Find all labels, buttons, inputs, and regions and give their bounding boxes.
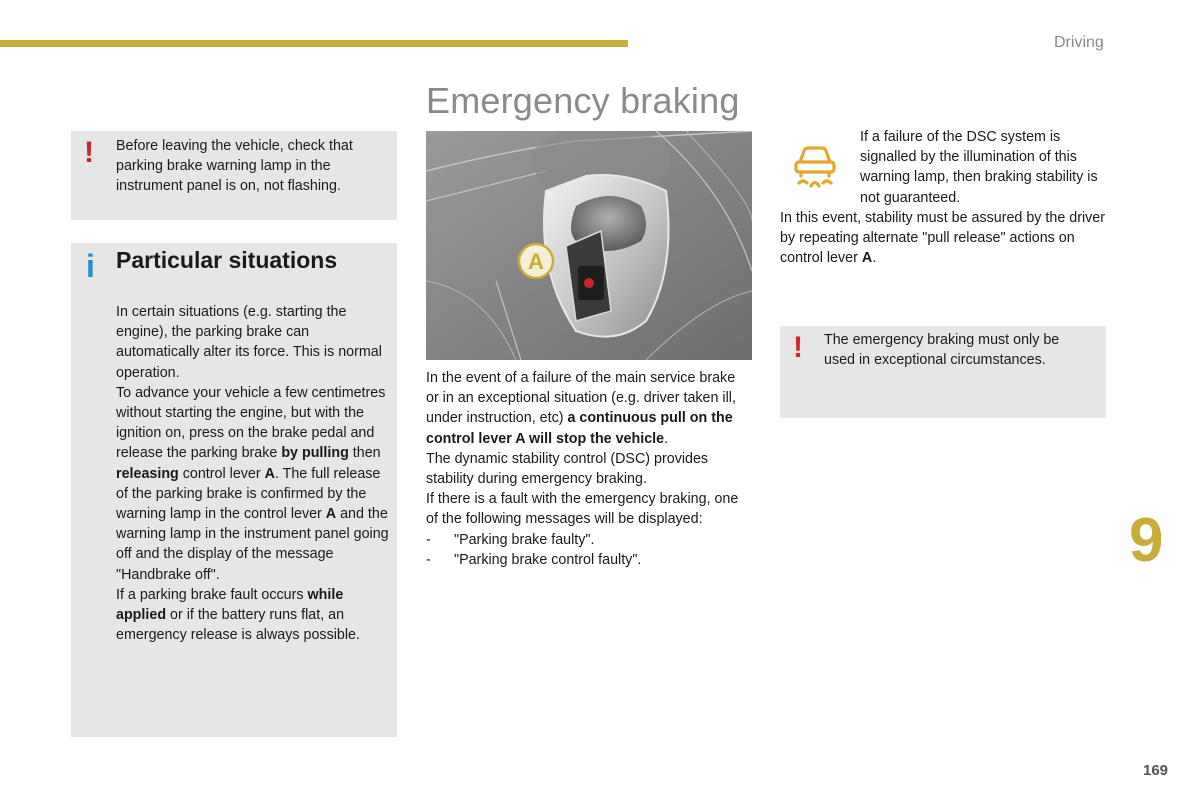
middle-paragraph: The dynamic stability control (DSC) provides stability during emergency braking. (426, 450, 709, 488)
info-paragraph: In certain situations (e.g. starting the engine), the parking brake can automatically alter its force. This is normal operation. (116, 304, 382, 381)
header-accent-bar (0, 40, 628, 47)
info-paragraph: To advance your vehicle a few centimetres without starting the engine, but with the ignition on, press on the brake pedal and release the parking brake by pulling then releasing control lever A. The full release of the parking brake is confirmed by the warning lamp in the control lever A and the warning lamp in the instrument panel going off and the display of the message "Handbrake off". (116, 384, 389, 583)
list-item: - "Parking brake control faulty". (426, 550, 748, 570)
dsc-warning-text: If a failure of the DSC system is signalled by the illumination of this warning lamp, then braking stability is not guaranteed. (860, 129, 1098, 206)
message-list (426, 530, 748, 570)
info-icon: i (86, 248, 95, 284)
middle-column-text (426, 368, 748, 570)
page-number: 169 (1143, 762, 1169, 779)
warning-text: Before leaving the vehicle, check that parking brake warning lamp in the instrument panel is on, not flashing. (116, 138, 353, 195)
list-item: - "Parking brake faulty". (426, 530, 748, 550)
lever-label-a: A (528, 249, 544, 274)
info-paragraph: If a parking brake fault occurs while applied or if the battery runs flat, an emergency release is always possible. (116, 586, 360, 644)
page-title: Emergency braking (426, 80, 740, 121)
control-lever-photo (426, 131, 752, 360)
middle-paragraph: If there is a fault with the emergency braking, one of the following messages will be displayed: (426, 491, 739, 528)
warning-icon: ! (84, 136, 94, 169)
section-label: Driving (1054, 34, 1104, 51)
warning-icon: ! (793, 331, 803, 364)
info-box-body (116, 302, 392, 645)
dsc-stability-text: In this event, stability must be assured by the driver by repeating alternate "pull release" actions on control lever A. (780, 210, 1106, 267)
control-lever-illustration (426, 131, 752, 360)
chapter-number: 9 (1129, 506, 1164, 575)
info-box-heading: Particular situations (116, 247, 338, 273)
warning-text: The emergency braking must only be used in exceptional circumstances. (824, 332, 1060, 369)
middle-paragraph: In the event of a failure of the main service brake or in an exceptional situation (e.g. driver taken ill, under instruction, etc) a continuous pull on the control lever A will stop the vehicle. (426, 370, 736, 447)
dsc-warning-icon (790, 140, 840, 190)
